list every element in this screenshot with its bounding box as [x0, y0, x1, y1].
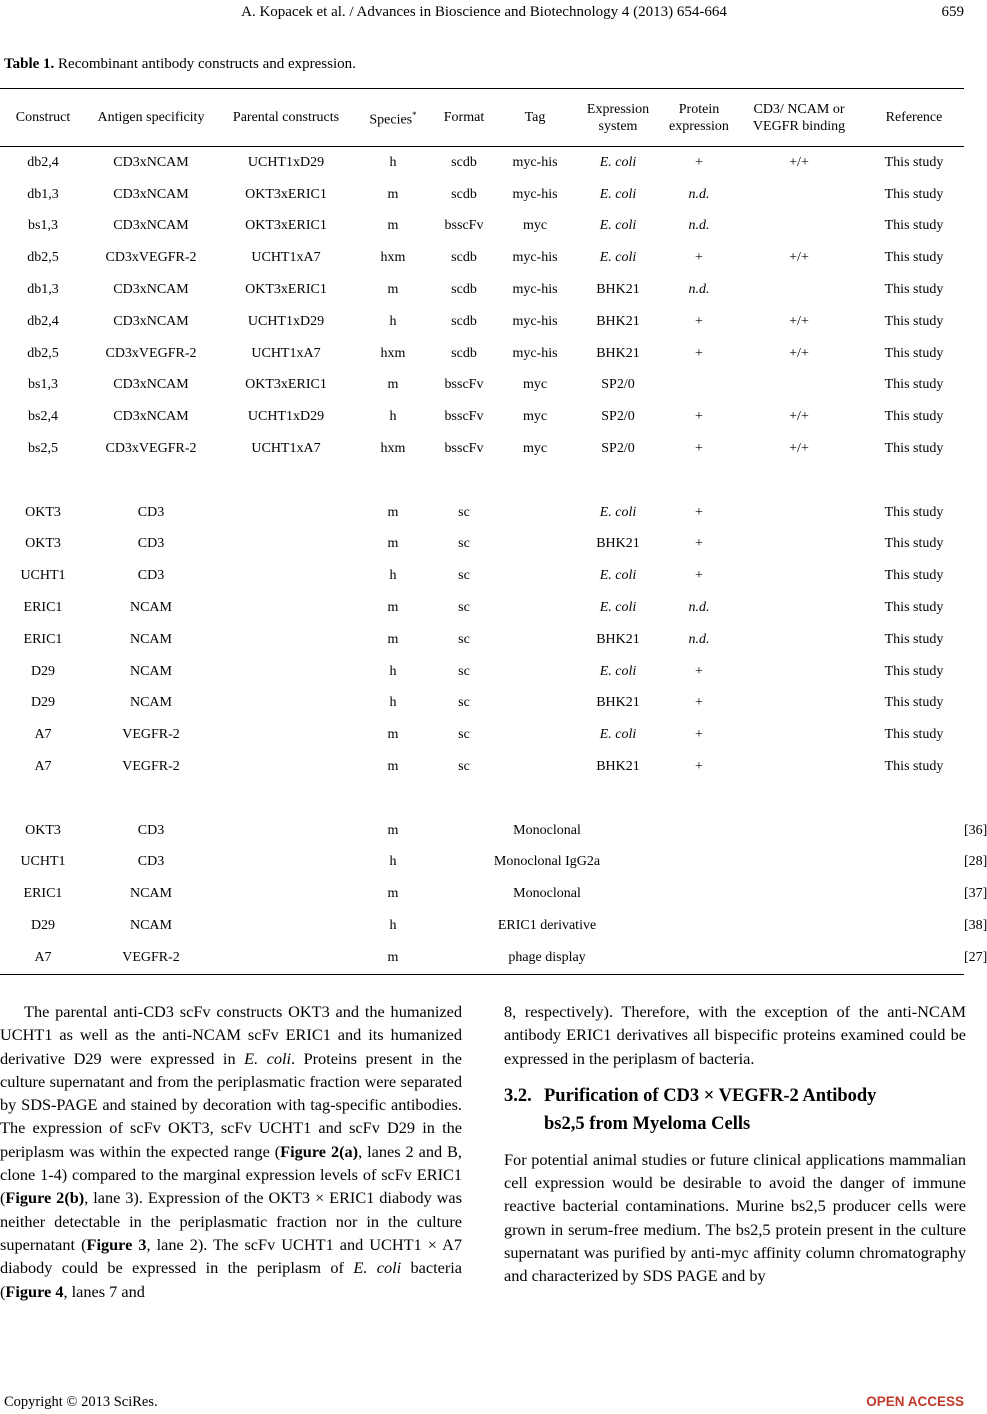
table-cell: This study — [884, 663, 944, 679]
table-cell: myc-his — [512, 250, 558, 266]
table-cell: This study — [884, 250, 944, 266]
table-cell — [734, 560, 864, 592]
table-cell: NCAM — [129, 695, 172, 711]
table-row — [0, 624, 964, 656]
table-cell: E. coli — [599, 663, 637, 679]
table-cell: A7 — [34, 759, 52, 775]
table-cell: sc — [458, 600, 470, 616]
table-cell: db1,3 — [27, 282, 59, 298]
table-cell: db2,4 — [27, 313, 59, 329]
table-cell — [216, 624, 356, 656]
table-cell: + — [695, 441, 703, 457]
table-cell — [498, 719, 572, 751]
table-cell: h — [389, 695, 397, 711]
table-cell: This study — [884, 759, 944, 775]
table-cell: sc — [458, 504, 470, 520]
table-cell: myc-his — [512, 186, 558, 202]
table-cell: scdb — [451, 345, 477, 361]
table-cell: db2,5 — [27, 250, 59, 266]
table-cell — [734, 624, 864, 656]
table-cell: m — [387, 886, 399, 902]
table-cell: E. coli — [599, 218, 637, 234]
running-title: A. Kopacek et al. / Advances in Bioscience and Biotechnology 4 (2013) 654-664 — [241, 4, 727, 20]
table-caption — [4, 56, 356, 73]
col-header: Antigen specificity — [86, 89, 216, 147]
table-cell — [734, 656, 864, 688]
table-cell: m — [387, 759, 399, 775]
table-cell — [498, 529, 572, 561]
table-row — [0, 592, 964, 624]
table-cell: This study — [884, 377, 944, 393]
table-cell — [216, 592, 356, 624]
table-cell: A7 — [34, 727, 52, 743]
table-caption-label: Table 1. — [4, 56, 55, 72]
table-row — [0, 529, 964, 561]
table-cell: sc — [458, 695, 470, 711]
section-title-line2: bs2,5 from Myeloma Cells — [544, 1113, 751, 1134]
table-cell: + — [695, 727, 703, 743]
table-row — [0, 433, 964, 465]
table-row — [0, 719, 964, 751]
body-paragraph — [0, 1000, 462, 1303]
table-cell — [664, 910, 964, 942]
table-cell: ERIC1 — [23, 631, 63, 647]
table-cell: + — [695, 313, 703, 329]
table-cell: BHK21 — [596, 759, 640, 775]
table-cell: BHK21 — [596, 695, 640, 711]
table-cell: CD3xVEGFR-2 — [105, 250, 197, 266]
table-cell: h — [389, 154, 397, 170]
table-cell — [734, 370, 864, 402]
table-cell: CD3xVEGFR-2 — [105, 441, 197, 457]
table-cell: CD3xNCAM — [113, 186, 189, 202]
table-cell: scdb — [451, 154, 477, 170]
table-cell: This study — [884, 154, 944, 170]
table-cell: This study — [884, 568, 944, 584]
table-cell: m — [387, 822, 399, 838]
table-cell: OKT3xERIC1 — [245, 218, 327, 234]
table-cell: myc-his — [512, 313, 558, 329]
table-cell: +/+ — [789, 441, 809, 457]
table-cell — [216, 688, 356, 720]
table-cell: myc-his — [512, 282, 558, 298]
table-cell: myc — [522, 441, 548, 457]
table-cell: bs1,3 — [28, 377, 58, 393]
page-number: 659 — [941, 4, 964, 20]
table-cell: CD3xVEGFR-2 — [105, 345, 197, 361]
table-cell: UCHT1 — [20, 854, 66, 870]
table-cell: UCHT1xA7 — [251, 345, 321, 361]
table-row — [0, 179, 964, 211]
text-run: bacteria ( — [0, 1258, 463, 1301]
table-cell: +/+ — [789, 154, 809, 170]
table-cell — [664, 815, 964, 847]
table-cell: db2,4 — [27, 154, 59, 170]
table-row: UCHT1 CD3 h Monoclonal IgG2a [28] — [0, 847, 964, 879]
table-cell: CD3xNCAM — [113, 218, 189, 234]
table-row — [0, 497, 964, 529]
table-cell: This study — [884, 282, 944, 298]
text-run: , lane 2). The scFv UCHT1 and UCHT1 × A7 diabody could be expressed in the periplasm of — [0, 1234, 462, 1278]
table-cell: CD3 — [137, 568, 165, 584]
table-cell — [734, 211, 864, 243]
table-cell: h — [389, 918, 397, 934]
table-cell: CD3xNCAM — [113, 409, 189, 425]
table-cell: h — [389, 313, 397, 329]
body-paragraph: 8, respectively). Therefore, with the exception of the anti-NCAM antibody ERIC1 derivatives all bispecific proteins examined could be expressed in the periplasm of bacteria. — [504, 1002, 966, 1068]
table-cell: +/+ — [789, 313, 809, 329]
table-cell: This study — [884, 313, 944, 329]
table-row — [0, 274, 964, 306]
col-header: Parental constructs — [216, 89, 356, 147]
table-cell: E. coli — [599, 727, 637, 743]
text-run: , lanes 2 and B, clone 1-4) compared to the marginal expression levels of scFv ERIC1 ( — [0, 1141, 462, 1208]
table-cell: This study — [884, 631, 944, 647]
table-cell: D29 — [30, 918, 56, 934]
table-cell — [216, 529, 356, 561]
table-cell — [664, 942, 964, 974]
table-cell: + — [695, 536, 703, 552]
figure-ref: Figure 2(b) — [5, 1188, 85, 1208]
table-cell — [216, 656, 356, 688]
table-cell: This study — [884, 504, 944, 520]
table-cell: sc — [458, 536, 470, 552]
table-cell — [216, 942, 356, 974]
table-cell: n.d. — [688, 282, 710, 298]
table-cell — [498, 656, 572, 688]
table-cell: NCAM — [129, 663, 172, 679]
table-caption-text: Recombinant antibody constructs and expression. — [54, 56, 356, 72]
table-row — [0, 751, 964, 783]
table-cell: bs1,3 — [28, 218, 58, 234]
table-cell: sc — [458, 631, 470, 647]
table-row — [0, 560, 964, 592]
table-cell: BHK21 — [596, 345, 640, 361]
table-cell: + — [695, 250, 703, 266]
table-cell: hxm — [380, 441, 406, 457]
open-access-label: OPEN ACCESS — [866, 1394, 964, 1409]
table-cell: sc — [458, 727, 470, 743]
table-cell: + — [695, 154, 703, 170]
text-run: The parental anti-CD3 scFv constructs OKT3 and the humanized UCHT1 as well as the anti-NCAM scFv ERIC1 and its humanized derivative D29 were expressed in — [0, 1002, 462, 1068]
table-cell: +/+ — [789, 409, 809, 425]
table-cell: Monoclonal — [513, 822, 581, 838]
table-cell — [498, 497, 572, 529]
section-heading — [504, 1082, 966, 1138]
table-cell: This study — [884, 409, 944, 425]
antibody-table — [0, 88, 987, 975]
table-cell: scdb — [451, 250, 477, 266]
table-cell — [734, 592, 864, 624]
table-cell: h — [389, 568, 397, 584]
table-cell — [216, 719, 356, 751]
table-cell — [734, 497, 864, 529]
table-cell: n.d. — [688, 186, 710, 202]
table-cell: myc — [522, 377, 548, 393]
table-cell: m — [387, 727, 399, 743]
table-cell: db1,3 — [27, 186, 59, 202]
text-run: , lane 3). Expression of the OKT3 × ERIC1 diabody was neither detectable in the periplasmatic fraction nor in the culture supernatant ( — [0, 1188, 462, 1254]
table-cell: h — [389, 854, 397, 870]
table-row — [0, 370, 964, 402]
table-cell: ERIC1 — [23, 886, 63, 902]
table-cell: This study — [884, 218, 944, 234]
table-row: ERIC1 NCAM m Monoclonal [37] — [0, 878, 964, 910]
table-cell — [498, 751, 572, 783]
section-title-line1: Purification of CD3 × VEGFR-2 Antibody — [544, 1085, 877, 1106]
table-cell: UCHT1xD29 — [247, 409, 325, 425]
table-cell: CD3xNCAM — [113, 377, 189, 393]
table-cell: + — [695, 568, 703, 584]
table-cell: sc — [458, 568, 470, 584]
body-paragraph: For potential animal studies or future clinical applications mammalian cell expression would be desirable to avoid the danger of immune reactive bacterial contaminations. Murine bs2,5 producer cells were grown in serum-free medium. The bs2,5 protein present in the culture supernatant was purified by anti-myc affinity column chromatography and characterized by SDS PAGE and by — [504, 1149, 966, 1286]
table-cell: myc — [522, 218, 548, 234]
table-cell: + — [695, 409, 703, 425]
table-cell: Monoclonal IgG2a — [493, 854, 601, 870]
table-cell: h — [389, 663, 397, 679]
table-cell — [664, 847, 964, 879]
table-cell: m — [387, 536, 399, 552]
table-row — [0, 147, 964, 179]
table-cell: VEGFR-2 — [122, 759, 180, 775]
table-cell: NCAM — [129, 631, 172, 647]
table-row — [0, 211, 964, 243]
table-cell — [216, 560, 356, 592]
table-cell: E. coli — [599, 250, 637, 266]
table-cell: SP2/0 — [601, 441, 635, 457]
col-header: Construct — [0, 89, 86, 147]
col-header: Species — [369, 112, 413, 128]
table-cell: CD3 — [137, 504, 165, 520]
table-cell: This study — [884, 441, 944, 457]
page-footer — [0, 1394, 968, 1414]
col-header: Tag — [498, 89, 572, 147]
table-cell: ERIC1 derivative — [497, 918, 597, 934]
table-cell: bsscFv — [444, 409, 484, 425]
running-header — [0, 4, 968, 24]
table-row: D29 NCAM h ERIC1 derivative [38] — [0, 910, 964, 942]
table-cell: + — [695, 759, 703, 775]
table-cell: OKT3 — [25, 536, 61, 552]
table-cell — [664, 878, 964, 910]
table-cell: BHK21 — [596, 631, 640, 647]
table-header-row — [0, 89, 964, 147]
table-cell — [216, 815, 356, 847]
table-cell: This study — [884, 695, 944, 711]
table-cell — [734, 688, 864, 720]
table-cell — [498, 688, 572, 720]
table-cell: UCHT1xA7 — [251, 250, 321, 266]
table-cell — [734, 719, 864, 751]
table-cell: This study — [884, 600, 944, 616]
table-cell: BHK21 — [596, 282, 640, 298]
table-cell: db2,5 — [27, 345, 59, 361]
table-cell: + — [695, 345, 703, 361]
body-right-column — [504, 1000, 966, 1288]
table-cell: bsscFv — [444, 218, 484, 234]
table-cell: m — [387, 600, 399, 616]
table-cell: myc-his — [512, 154, 558, 170]
table-cell: NCAM — [129, 886, 172, 902]
table-row: A7 VEGFR-2 m phage display [27] — [0, 942, 964, 974]
table-cell: This study — [884, 186, 944, 202]
table-cell: h — [389, 409, 397, 425]
text-run: , lanes 7 and — [63, 1281, 145, 1301]
table-cell: E. coli — [599, 504, 637, 520]
table-cell: hxm — [380, 250, 406, 266]
table-cell: scdb — [451, 186, 477, 202]
col-header: Protein expression — [664, 89, 734, 147]
table-row — [0, 306, 964, 338]
table-cell: m — [387, 282, 399, 298]
table-cell — [734, 179, 864, 211]
table-cell: E. coli — [599, 186, 637, 202]
table-cell: OKT3xERIC1 — [245, 377, 327, 393]
table-cell: phage display — [430, 942, 664, 974]
table-cell: NCAM — [129, 918, 172, 934]
table-cell — [216, 910, 356, 942]
table-cell: myc-his — [512, 345, 558, 361]
table-cell: UCHT1xD29 — [247, 313, 325, 329]
table-cell: BHK21 — [596, 313, 640, 329]
text-run: E. coli — [244, 1048, 292, 1068]
table-row — [0, 242, 964, 274]
table-cell: OKT3 — [25, 504, 61, 520]
table-cell: scdb — [451, 313, 477, 329]
text-run: E. coli — [353, 1258, 402, 1278]
spacer-cell — [0, 465, 964, 497]
spacer-cell — [0, 783, 964, 815]
table-cell: myc — [522, 409, 548, 425]
table-cell: + — [695, 663, 703, 679]
table-cell: D29 — [30, 663, 56, 679]
table-spacer-row — [0, 783, 964, 815]
table-cell — [734, 751, 864, 783]
table-cell: BHK21 — [596, 536, 640, 552]
table-cell: NCAM — [129, 600, 172, 616]
table-cell: ERIC1 — [23, 600, 63, 616]
table-cell: This study — [884, 727, 944, 743]
table-cell: SP2/0 — [601, 409, 635, 425]
table-cell: + — [695, 695, 703, 711]
col-header: Reference — [864, 89, 964, 147]
table-cell: bs2,5 — [28, 441, 58, 457]
table-row — [0, 688, 964, 720]
table-cell: m — [387, 631, 399, 647]
table-cell: hxm — [380, 345, 406, 361]
table-cell: CD3xNCAM — [113, 154, 189, 170]
figure-ref: Figure 4 — [5, 1281, 64, 1301]
col-header: Expression system — [572, 89, 664, 147]
table-cell: m — [356, 942, 430, 974]
body-left-column — [0, 1000, 462, 1303]
table-cell: n.d. — [688, 600, 710, 616]
table-cell: CD3xNCAM — [113, 282, 189, 298]
table-cell — [498, 592, 572, 624]
table-cell: CD3 — [137, 854, 165, 870]
table-cell: UCHT1xA7 — [251, 441, 321, 457]
table-cell: SP2/0 — [601, 377, 635, 393]
table-cell: n.d. — [688, 218, 710, 234]
table-cell: + — [695, 504, 703, 520]
table-row — [0, 656, 964, 688]
col-header: CD3/ NCAM or VEGFR binding — [734, 89, 864, 147]
table-cell: Monoclonal — [513, 886, 581, 902]
table-cell: CD3xNCAM — [113, 313, 189, 329]
table-cell — [216, 751, 356, 783]
table-cell: sc — [458, 663, 470, 679]
table-cell: D29 — [30, 695, 56, 711]
figure-ref: Figure 3 — [86, 1234, 147, 1254]
table-cell — [664, 370, 734, 402]
table-cell: E. coli — [599, 568, 637, 584]
table-spacer-row — [0, 465, 964, 497]
table-cell: CD3 — [137, 536, 165, 552]
table-cell: UCHT1 — [20, 568, 66, 584]
table-cell: m — [387, 218, 399, 234]
table-row — [0, 338, 964, 370]
table-cell — [216, 847, 356, 879]
species-footnote-mark: * — [412, 109, 417, 120]
table-cell: VEGFR-2 — [122, 727, 180, 743]
table-cell: VEGFR-2 — [86, 942, 216, 974]
table-cell — [498, 624, 572, 656]
copyright: Copyright © 2013 SciRes. — [4, 1394, 158, 1410]
table-row: OKT3 CD3 m Monoclonal [36] — [0, 815, 964, 847]
table-cell: m — [387, 504, 399, 520]
section-number: 3.2. — [504, 1085, 532, 1106]
table-cell — [498, 560, 572, 592]
table-cell — [216, 497, 356, 529]
table-cell: OKT3xERIC1 — [245, 282, 327, 298]
table-cell: sc — [458, 759, 470, 775]
table-cell: This study — [884, 536, 944, 552]
table-cell: bsscFv — [444, 377, 484, 393]
table-cell: E. coli — [599, 600, 637, 616]
col-header-species — [356, 89, 430, 147]
table-cell: +/+ — [789, 345, 809, 361]
table-cell: CD3 — [137, 822, 165, 838]
table-cell: +/+ — [789, 250, 809, 266]
table-cell: m — [387, 186, 399, 202]
table-cell: scdb — [451, 282, 477, 298]
table-row — [0, 401, 964, 433]
table-cell — [734, 274, 864, 306]
table-cell: OKT3 — [25, 822, 61, 838]
table-cell: OKT3xERIC1 — [245, 186, 327, 202]
table-cell: bsscFv — [444, 441, 484, 457]
table-cell: n.d. — [688, 631, 710, 647]
table-cell: A7 — [0, 942, 86, 974]
table-cell: E. coli — [599, 154, 637, 170]
text-run: . Proteins present in the culture supernatant and from the periplasmatic fraction were separated by SDS-PAGE and stained by decoration with tag-specific antibodies. The expression of scFv OKT3, scFv UCHT1 and scFv D29 in the periplasm was within the expected range ( — [0, 1048, 462, 1161]
table-cell — [734, 529, 864, 561]
table-cell: bs2,4 — [28, 409, 58, 425]
table-cell: UCHT1xD29 — [247, 154, 325, 170]
table-cell: This study — [884, 345, 944, 361]
table-cell: m — [387, 377, 399, 393]
figure-ref: Figure 2(a) — [280, 1141, 359, 1161]
col-header: Format — [430, 89, 498, 147]
table-cell — [216, 878, 356, 910]
